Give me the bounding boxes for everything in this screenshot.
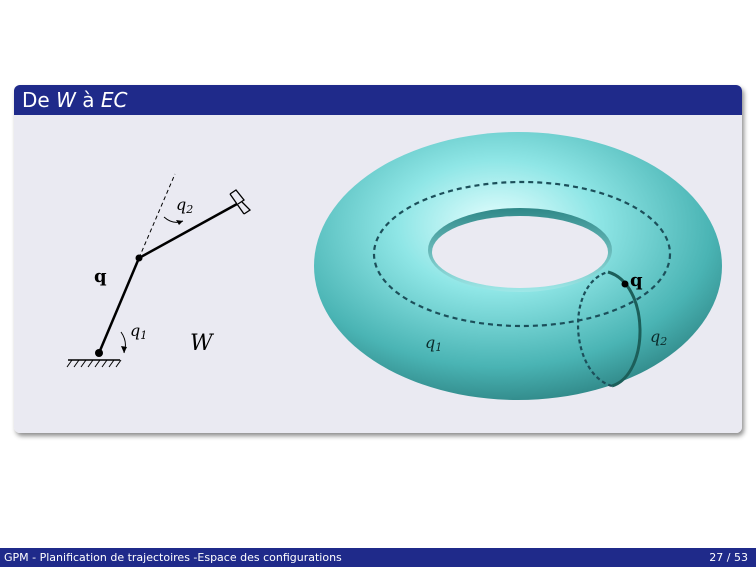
torus-diagram <box>314 132 722 400</box>
base-joint <box>95 349 103 357</box>
robot-arm-diagram <box>67 174 250 367</box>
page-number: 27 / 53 <box>709 551 748 564</box>
torus-q2-label: q2 <box>650 327 668 348</box>
title-mid: à <box>75 88 101 112</box>
elbow-joint <box>136 255 143 262</box>
workspace-label: W <box>190 331 213 356</box>
torus-hole <box>432 216 608 288</box>
block-title <box>14 85 742 115</box>
ground-hatch <box>67 360 121 367</box>
torus-config-label: q <box>630 270 643 291</box>
link-extension-dashed <box>139 174 175 258</box>
joint2-label: q2 <box>176 195 194 216</box>
figure <box>10 124 746 424</box>
footer-title: GPM - Planification de trajectoires -Espace des configurations <box>4 551 342 564</box>
torus-q1-label: q1 <box>425 333 443 354</box>
q1-arrow <box>121 346 127 353</box>
arm-config-label: q <box>94 266 107 287</box>
footer-bar <box>0 548 756 567</box>
title-prefix: De <box>22 88 57 112</box>
joint1-label: q1 <box>130 321 148 342</box>
title-ec: EC <box>100 88 128 112</box>
gripper-icon <box>230 190 250 214</box>
torus-point-q <box>622 281 629 288</box>
title-w: W <box>56 88 76 112</box>
